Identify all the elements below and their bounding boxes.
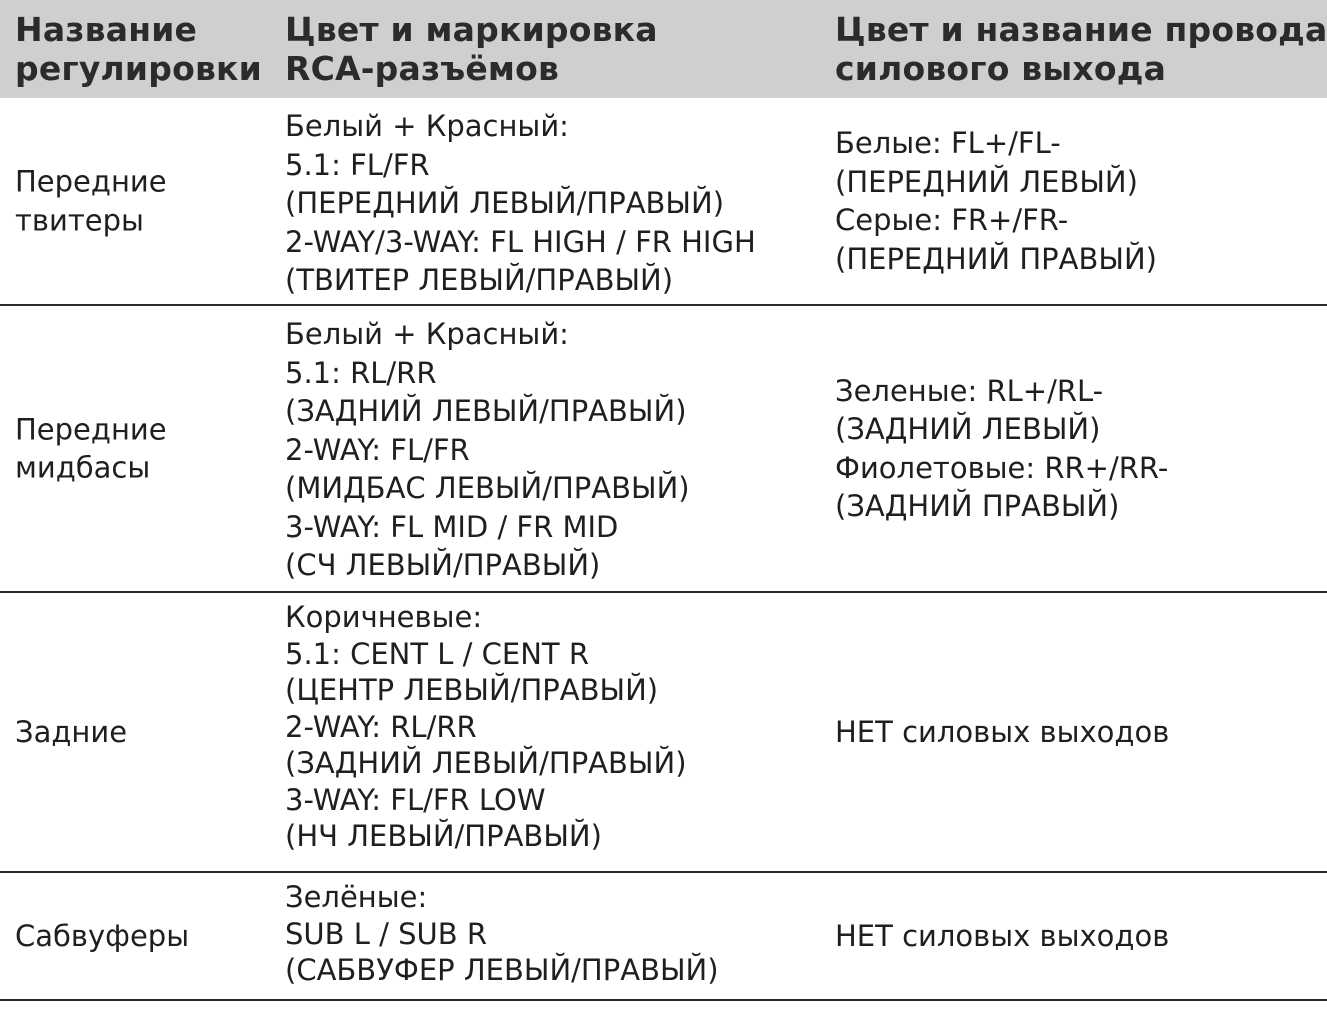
cell-adjustment-name: Передние мидбасы xyxy=(15,412,167,485)
cell-rca-marking: Белый + Красный: 5.1: FL/FR (ПЕРЕДНИЙ ЛЕВЫЙ/ПРАВЫЙ) 2-WAY/3-WAY: FL HIGH / FR HIGH (ТВИТЕР ЛЕВЫЙ/ПРАВЫЙ) xyxy=(285,109,756,297)
table-row-subwoofers xyxy=(0,873,1327,1001)
cell-power-output: Белые: FL+/FL- (ПЕРЕДНИЙ ЛЕВЫЙ) Серые: FR+/FR- (ПЕРЕДНИЙ ПРАВЫЙ) xyxy=(835,126,1157,276)
cell-adjustment-name: Задние xyxy=(15,714,128,749)
cell-rca-marking: Коричневые: 5.1: CENT L / CENT R (ЦЕНТР ЛЕВЫЙ/ПРАВЫЙ) 2-WAY: RL/RR (ЗАДНИЙ ЛЕВЫЙ/ПРАВЫЙ) 3-WAY: FL/FR LOW (НЧ ЛЕВЫЙ/ПРАВЫЙ) xyxy=(285,600,687,853)
cell-power-output: Зеленые: RL+/RL- (ЗАДНИЙ ЛЕВЫЙ) Фиолетовые: RR+/RR- (ЗАДНИЙ ПРАВЫЙ) xyxy=(835,373,1169,523)
cell-adjustment-name: Сабвуферы xyxy=(15,918,190,953)
table-row-front-midbass xyxy=(0,306,1327,593)
table-row-rear xyxy=(0,593,1327,873)
cell-rca-marking: Белый + Красный: 5.1: RL/RR (ЗАДНИЙ ЛЕВЫЙ/ПРАВЫЙ) 2-WAY: FL/FR (МИДБАС ЛЕВЫЙ/ПРАВЫЙ) 3-WAY: FL MID / FR MID (СЧ ЛЕВЫЙ/ПРАВЫЙ) xyxy=(285,317,690,582)
cell-adjustment-name: Передние твитеры xyxy=(15,164,167,237)
header-power-output: Цвет и название провода силового выхода xyxy=(835,10,1327,88)
header-adjustment-name: Название регулировки xyxy=(15,10,262,88)
cell-rca-marking: Зелёные: SUB L / SUB R (САБВУФЕР ЛЕВЫЙ/ПРАВЫЙ) xyxy=(285,880,719,987)
table-row-front-tweeters xyxy=(0,98,1327,306)
cell-power-output: НЕТ силовых выходов xyxy=(835,714,1170,749)
table-header xyxy=(0,0,1327,98)
header-rca-color: Цвет и маркировка RCA-разъёмов xyxy=(285,10,658,88)
cell-power-output: НЕТ силовых выходов xyxy=(835,918,1170,953)
